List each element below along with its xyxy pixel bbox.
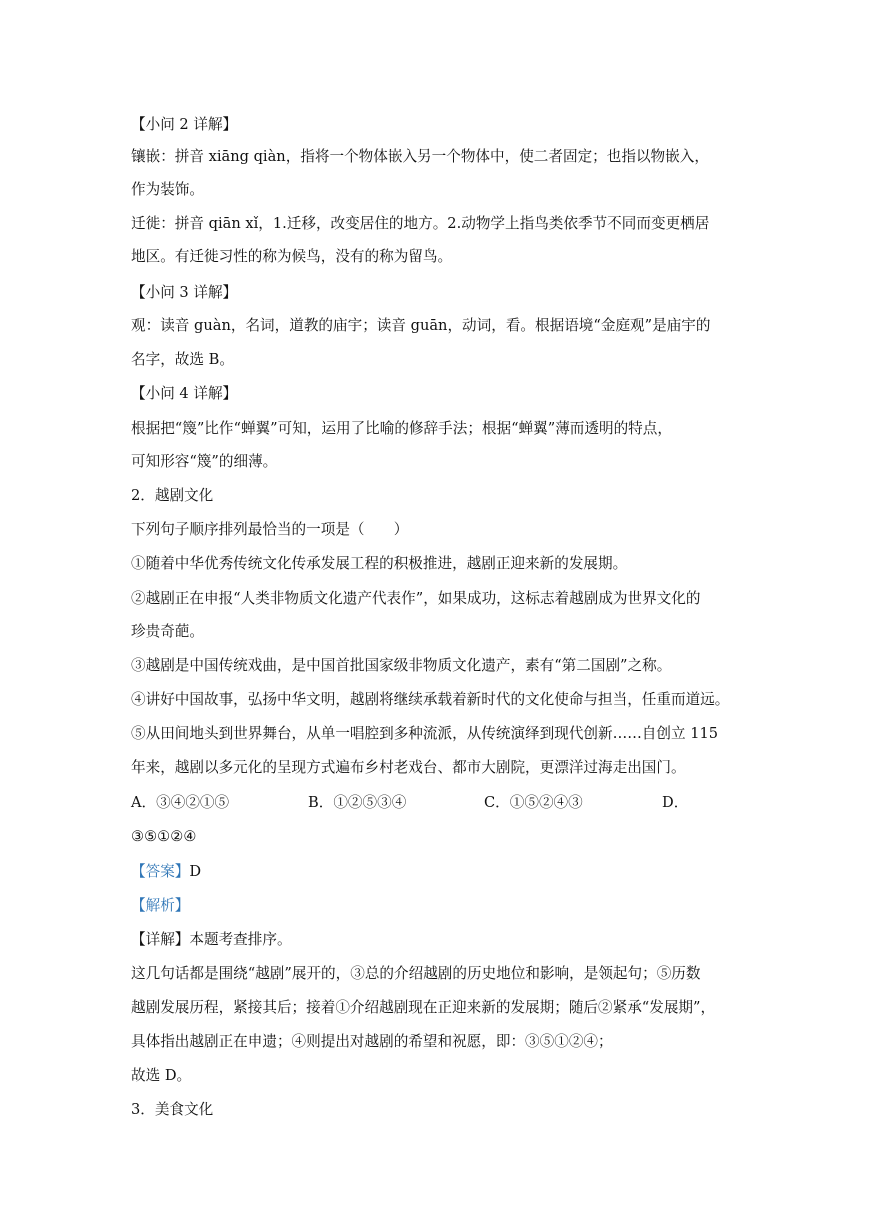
text-line: 迁徙：拼音 qiān xǐ，1.迁移，改变居住的地方。2.动物学上指鸟类依季节不同而变更栖居 — [131, 215, 710, 232]
text-line: 镶嵌：拼音 xiāng qiàn，指将一个物体嵌入另一个物体中，使二者固定；也指以物嵌入， — [131, 148, 709, 165]
options-row — [131, 793, 691, 813]
sentence-2-cont: 珍贵奇葩。 — [131, 623, 204, 640]
answer-line — [131, 862, 201, 882]
sentence-2: ②越剧正在申报“人类非物质文化遗产代表作”，如果成功，这标志着越剧成为世界文化的 — [131, 590, 701, 607]
answer-value: D — [189, 863, 202, 880]
sentence-5: ⑤从田间地头到世界舞台，从单一唱腔到多种流派，从传统演绎到现代创新……自创立 115 — [131, 725, 719, 742]
section-2-title: 2．越剧文化 — [131, 487, 214, 504]
text-line: 地区。有迁徙习性的称为候鸟，没有的称为留鸟。 — [131, 248, 453, 265]
analysis-label: 【解析】 — [131, 897, 190, 914]
subquestion-2-heading: 【小问 2 详解】 — [131, 116, 238, 133]
option-d-value: ③⑤①②④ — [131, 828, 197, 845]
option-b: B．①②⑤③④ — [308, 794, 407, 811]
text-line: 作为装饰。 — [131, 181, 204, 198]
text-line: 观：读音 guàn，名词，道教的庙宇；读音 guān，动词，看。根据语境“金庭观”是庙宇的 — [131, 317, 711, 334]
option-a: A．③④②①⑤ — [131, 794, 230, 811]
section-3-title: 3．美食文化 — [131, 1101, 214, 1118]
explanation-line: 故选 D。 — [131, 1067, 192, 1084]
question-stem: 下列句子顺序排列最恰当的一项是（ ） — [131, 521, 409, 538]
sentence-4: ④讲好中国故事，弘扬中华文明，越剧将继续承载着新时代的文化使命与担当，任重而道远。 — [131, 691, 730, 708]
option-c: C．①⑤②④③ — [484, 794, 583, 811]
explanation-line: 越剧发展历程，紧接其后；接着①介绍越剧现在正迎来新的发展期；随后②紧承“发展期”， — [131, 999, 716, 1016]
answer-label: 【答案】 — [131, 863, 190, 880]
text-line: 名字，故选 B。 — [131, 351, 234, 368]
subquestion-4-heading: 【小问 4 详解】 — [131, 385, 238, 402]
detail-heading: 【详解】本题考查排序。 — [131, 931, 292, 948]
sentence-3: ③越剧是中国传统戏曲，是中国首批国家级非物质文化遗产，素有“第二国剧”之称。 — [131, 657, 672, 674]
text-line: 可知形容“篾”的细薄。 — [131, 453, 278, 470]
sentence-1: ①随着中华优秀传统文化传承发展工程的积极推进，越剧正迎来新的发展期。 — [131, 555, 628, 572]
explanation-line: 具体指出越剧正在申遗；④则提出对越剧的希望和祝愿，即：③⑤①②④； — [131, 1033, 613, 1050]
explanation-line: 这几句话都是围绕“越剧”展开的，③总的介绍越剧的历史地位和影响，是领起句；⑤历数 — [131, 965, 701, 982]
text-line: 根据把“篾”比作“蝉翼”可知，运用了比喻的修辞手法；根据“蝉翼”薄而透明的特点， — [131, 420, 672, 437]
sentence-5-cont: 年来，越剧以多元化的呈现方式遍布乡村老戏台、都市大剧院，更漂洋过海走出国门。 — [131, 759, 686, 776]
subquestion-3-heading: 【小问 3 详解】 — [131, 284, 238, 301]
option-d: D． — [662, 794, 689, 811]
